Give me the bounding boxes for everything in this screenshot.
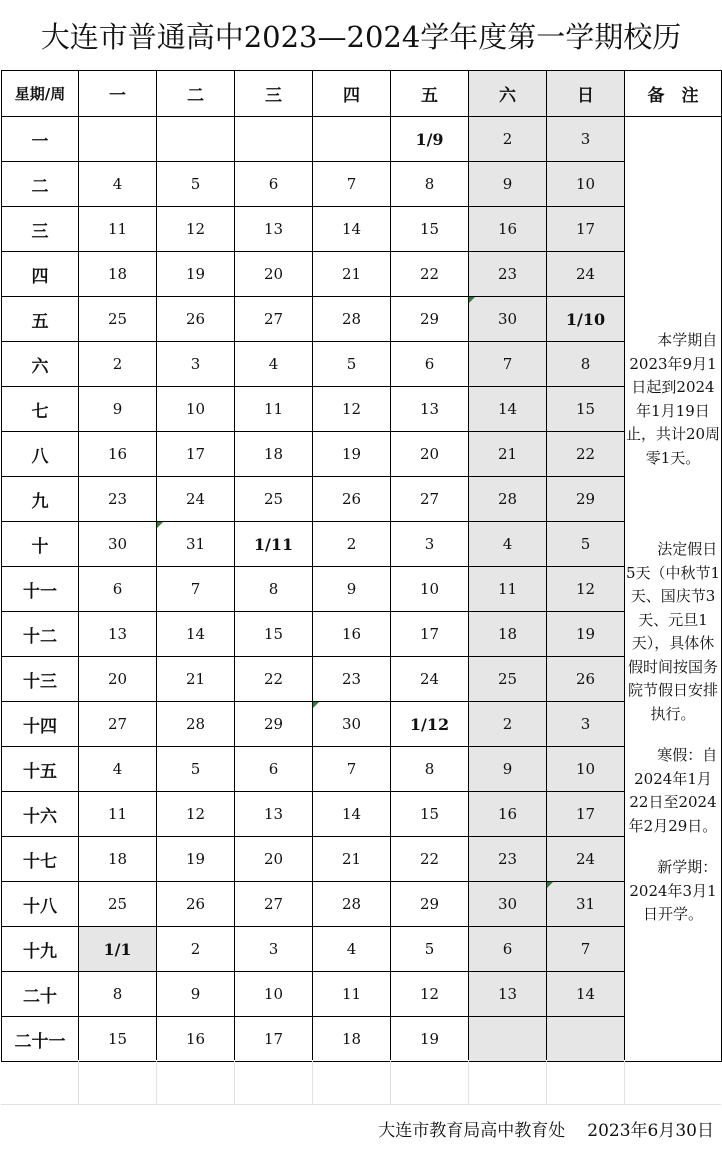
day-cell: 4 <box>79 162 157 207</box>
day-cell: 26 <box>313 477 391 522</box>
day-cell: 30 <box>469 297 547 342</box>
note-new-term: 新学期：2024年3月1日开学。 <box>629 858 718 924</box>
week-number: 十一 <box>2 567 79 612</box>
day-cell: 24 <box>157 477 235 522</box>
week-number: 三 <box>2 207 79 252</box>
week-row <box>2 117 722 162</box>
day-cell: 7 <box>313 747 391 792</box>
week-row <box>2 207 722 252</box>
day-cell: 10 <box>157 387 235 432</box>
week-number: 二 <box>2 162 79 207</box>
day-cell: 14 <box>313 207 391 252</box>
day-cell: 19 <box>391 1017 469 1062</box>
day-cell: 11 <box>235 387 313 432</box>
day-cell: 5 <box>157 162 235 207</box>
day-cell: 1/9 <box>391 117 469 162</box>
day-cell: 16 <box>313 612 391 657</box>
day-cell: 17 <box>235 1017 313 1062</box>
day-cell: 27 <box>391 477 469 522</box>
week-number: 十九 <box>2 927 79 972</box>
day-cell: 14 <box>469 387 547 432</box>
day-cell: 25 <box>469 657 547 702</box>
day-cell: 16 <box>469 207 547 252</box>
day-cell: 5 <box>391 927 469 972</box>
day-cell: 3 <box>547 117 625 162</box>
day-cell: 19 <box>157 252 235 297</box>
day-cell: 13 <box>79 612 157 657</box>
day-cell: 19 <box>547 612 625 657</box>
day-cell: 21 <box>313 252 391 297</box>
day-cell: 1/1 <box>79 927 157 972</box>
week-number: 十六 <box>2 792 79 837</box>
week-row <box>2 567 722 612</box>
empty-cell <box>391 1060 469 1105</box>
day-cell: 5 <box>547 522 625 567</box>
day-cell: 2 <box>469 702 547 747</box>
day-cell: 11 <box>469 567 547 612</box>
week-row <box>2 747 722 792</box>
day-cell: 7 <box>313 162 391 207</box>
day-cell: 13 <box>235 207 313 252</box>
day-cell: 12 <box>157 792 235 837</box>
empty-cell <box>157 1060 235 1105</box>
week-number: 四 <box>2 252 79 297</box>
note-semester: 本学期自2023年9月1日起到2024年1月19日止，共计20周零1天。 <box>625 331 721 467</box>
day-cell: 30 <box>469 882 547 927</box>
day-cell: 2 <box>469 117 547 162</box>
week-column-header: 星期/周 <box>2 71 79 117</box>
day-cell: 28 <box>469 477 547 522</box>
day-cell: 2 <box>313 522 391 567</box>
day-cell: 24 <box>391 657 469 702</box>
day-cell: 11 <box>313 972 391 1017</box>
empty-cell <box>547 1060 625 1105</box>
week-number: 十四 <box>2 702 79 747</box>
day-cell: 18 <box>235 432 313 477</box>
day-cell: 16 <box>79 432 157 477</box>
day-cell: 22 <box>547 432 625 477</box>
day-cell: 9 <box>469 162 547 207</box>
day-cell: 22 <box>391 252 469 297</box>
day-cell: 12 <box>313 387 391 432</box>
week-number: 五 <box>2 297 79 342</box>
week-row <box>2 522 722 567</box>
day-cell: 18 <box>79 252 157 297</box>
day-cell: 20 <box>235 837 313 882</box>
footer <box>378 1112 714 1144</box>
footer-issuer: 大连市教育局高中教育处 <box>378 1120 566 1141</box>
day-cell: 18 <box>469 612 547 657</box>
empty-cell <box>469 1060 547 1105</box>
week-number: 十八 <box>2 882 79 927</box>
day-cell: 8 <box>547 342 625 387</box>
day-cell: 23 <box>469 837 547 882</box>
empty-cell <box>79 1060 157 1105</box>
week-row <box>2 162 722 207</box>
day-cell: 16 <box>469 792 547 837</box>
empty-cell <box>1 1060 79 1105</box>
week-row <box>2 882 722 927</box>
day-cell: 10 <box>235 972 313 1017</box>
day-cell: 20 <box>391 432 469 477</box>
day-cell: 4 <box>313 927 391 972</box>
day-cell: 12 <box>547 567 625 612</box>
day-header-wed: 三 <box>235 71 313 117</box>
day-header-sun: 日 <box>547 71 625 117</box>
day-cell: 8 <box>391 747 469 792</box>
day-cell: 27 <box>235 882 313 927</box>
day-cell: 24 <box>547 252 625 297</box>
week-number: 八 <box>2 432 79 477</box>
week-number: 一 <box>2 117 79 162</box>
day-cell: 30 <box>313 702 391 747</box>
week-number: 七 <box>2 387 79 432</box>
week-row <box>2 387 722 432</box>
day-cell: 28 <box>313 297 391 342</box>
day-cell: 19 <box>157 837 235 882</box>
day-cell: 12 <box>157 207 235 252</box>
day-cell <box>547 1017 625 1062</box>
day-cell: 25 <box>79 882 157 927</box>
day-cell: 17 <box>547 207 625 252</box>
day-cell: 17 <box>391 612 469 657</box>
week-row <box>2 1017 722 1062</box>
week-row <box>2 702 722 747</box>
day-cell: 13 <box>469 972 547 1017</box>
day-cell: 25 <box>79 297 157 342</box>
day-cell: 14 <box>157 612 235 657</box>
day-cell: 1/10 <box>547 297 625 342</box>
day-cell: 28 <box>157 702 235 747</box>
day-cell: 12 <box>391 972 469 1017</box>
day-cell: 3 <box>235 927 313 972</box>
day-cell: 25 <box>235 477 313 522</box>
day-cell: 8 <box>391 162 469 207</box>
day-cell: 28 <box>313 882 391 927</box>
day-cell: 6 <box>235 162 313 207</box>
day-cell: 29 <box>235 702 313 747</box>
day-cell: 7 <box>547 927 625 972</box>
notes-column <box>625 117 722 1062</box>
day-cell: 1/11 <box>235 522 313 567</box>
week-row <box>2 297 722 342</box>
week-number: 十七 <box>2 837 79 882</box>
day-cell: 23 <box>313 657 391 702</box>
week-row <box>2 927 722 972</box>
day-cell: 6 <box>391 342 469 387</box>
week-number: 十二 <box>2 612 79 657</box>
day-cell: 11 <box>79 207 157 252</box>
day-cell: 5 <box>157 747 235 792</box>
day-cell <box>157 117 235 162</box>
day-cell: 20 <box>235 252 313 297</box>
day-cell: 8 <box>79 972 157 1017</box>
day-cell: 22 <box>391 837 469 882</box>
empty-cell <box>625 1060 721 1105</box>
day-cell: 22 <box>235 657 313 702</box>
day-cell: 4 <box>235 342 313 387</box>
week-row <box>2 342 722 387</box>
day-cell: 9 <box>79 387 157 432</box>
day-cell: 27 <box>79 702 157 747</box>
day-header-thu: 四 <box>313 71 391 117</box>
day-cell <box>313 117 391 162</box>
day-cell: 9 <box>469 747 547 792</box>
day-cell: 16 <box>157 1017 235 1062</box>
day-cell: 17 <box>547 792 625 837</box>
day-cell: 15 <box>391 792 469 837</box>
empty-cell <box>235 1060 313 1105</box>
day-cell: 29 <box>391 882 469 927</box>
week-row <box>2 612 722 657</box>
week-number: 十 <box>2 522 79 567</box>
day-header-tue: 二 <box>157 71 235 117</box>
day-cell: 17 <box>157 432 235 477</box>
footer-date: 2023年6月30日 <box>587 1120 714 1141</box>
week-row <box>2 252 722 297</box>
day-cell: 10 <box>547 162 625 207</box>
week-row <box>2 432 722 477</box>
day-header-fri: 五 <box>391 71 469 117</box>
header-row <box>2 71 722 117</box>
day-cell: 26 <box>157 882 235 927</box>
day-cell: 2 <box>79 342 157 387</box>
day-cell: 7 <box>469 342 547 387</box>
day-cell: 3 <box>157 342 235 387</box>
day-cell: 31 <box>157 522 235 567</box>
day-cell <box>79 117 157 162</box>
day-header-mon: 一 <box>79 71 157 117</box>
week-row <box>2 657 722 702</box>
page-title: 大连市普通高中2023—2024学年度第一学期校历 <box>40 19 682 54</box>
day-cell: 6 <box>79 567 157 612</box>
day-cell: 10 <box>391 567 469 612</box>
day-cell: 29 <box>547 477 625 522</box>
day-cell: 27 <box>235 297 313 342</box>
week-row <box>2 792 722 837</box>
day-cell: 8 <box>235 567 313 612</box>
day-cell: 31 <box>547 882 625 927</box>
day-cell: 3 <box>391 522 469 567</box>
day-cell: 21 <box>157 657 235 702</box>
day-cell: 21 <box>469 432 547 477</box>
day-cell: 26 <box>157 297 235 342</box>
week-number: 六 <box>2 342 79 387</box>
note-winter: 寒假：自2024年1月22日至2024年2月29日。 <box>628 746 718 835</box>
week-row <box>2 477 722 522</box>
day-cell: 23 <box>469 252 547 297</box>
day-cell: 18 <box>313 1017 391 1062</box>
day-cell: 10 <box>547 747 625 792</box>
day-cell: 14 <box>547 972 625 1017</box>
week-number: 九 <box>2 477 79 522</box>
calendar-table <box>1 70 722 1062</box>
day-cell <box>469 1017 547 1062</box>
week-number: 十三 <box>2 657 79 702</box>
day-cell: 1/12 <box>391 702 469 747</box>
week-number: 二十 <box>2 972 79 1017</box>
day-header-sat: 六 <box>469 71 547 117</box>
day-cell: 4 <box>79 747 157 792</box>
day-cell: 13 <box>391 387 469 432</box>
day-cell <box>235 117 313 162</box>
day-cell: 18 <box>79 837 157 882</box>
day-cell: 6 <box>235 747 313 792</box>
week-number: 十五 <box>2 747 79 792</box>
note-holidays: 法定假日5天（中秋节1天、国庆节3天、元旦1天），具体休假时间按国务院节假日安排执行。 <box>625 540 721 723</box>
empty-grid-row <box>1 1060 721 1105</box>
day-cell: 24 <box>547 837 625 882</box>
day-cell: 15 <box>391 207 469 252</box>
day-cell: 20 <box>79 657 157 702</box>
day-cell: 9 <box>313 567 391 612</box>
day-cell: 30 <box>79 522 157 567</box>
day-cell: 29 <box>391 297 469 342</box>
week-number: 二十一 <box>2 1017 79 1062</box>
day-cell: 21 <box>313 837 391 882</box>
week-row <box>2 972 722 1017</box>
day-cell: 19 <box>313 432 391 477</box>
day-cell: 14 <box>313 792 391 837</box>
day-cell: 9 <box>157 972 235 1017</box>
day-cell: 15 <box>235 612 313 657</box>
empty-cell <box>313 1060 391 1105</box>
day-cell: 13 <box>235 792 313 837</box>
day-cell: 6 <box>469 927 547 972</box>
day-cell: 5 <box>313 342 391 387</box>
day-cell: 3 <box>547 702 625 747</box>
day-cell: 26 <box>547 657 625 702</box>
day-cell: 15 <box>79 1017 157 1062</box>
day-cell: 4 <box>469 522 547 567</box>
day-cell: 7 <box>157 567 235 612</box>
day-cell: 23 <box>79 477 157 522</box>
notes-header: 备 注 <box>625 71 722 117</box>
day-cell: 15 <box>547 387 625 432</box>
day-cell: 11 <box>79 792 157 837</box>
week-row <box>2 837 722 882</box>
day-cell: 2 <box>157 927 235 972</box>
